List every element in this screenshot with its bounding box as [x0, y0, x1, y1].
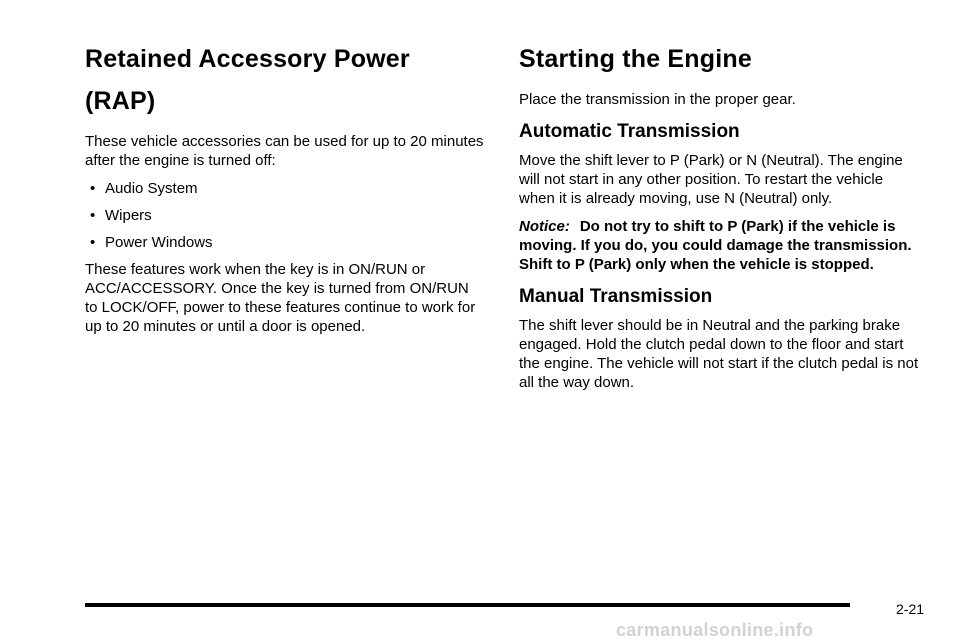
right-column: [519, 38, 919, 401]
rap-intro: These vehicle accessories can be used for up to 20 minutes after the engine is turned off:: [85, 133, 484, 169]
manual-transmission-body: The shift lever should be in Neutral and the parking brake engaged. Hold the clutch pedal down to the floor and start the engine. The vehicle will not start if the clutch pedal is not all the way down.: [519, 317, 919, 391]
list-item: • Wipers: [90, 207, 152, 224]
manual-transmission-heading: Manual Transmission: [519, 286, 713, 307]
list-item: • Power Windows: [90, 234, 213, 251]
starting-engine-intro: Place the transmission in the proper gear.: [519, 91, 796, 108]
rap-heading: Retained Accessory Power (RAP): [85, 45, 410, 115]
bullet-icon: •: [90, 234, 96, 251]
notice-text: Do not try to shift to P (Park) if the vehicle is moving. If you do, you could damage the transmission. Shift to P (Park) only when the vehicle is stopped.: [519, 218, 912, 273]
list-item: • Audio System: [90, 180, 198, 197]
bullet-icon: •: [90, 180, 96, 197]
page-number: 2-21: [896, 601, 925, 617]
automatic-transmission-body: Move the shift lever to P (Park) or N (Neutral). The engine will not start in any other position. To restart the vehicle when it is already moving, use N (Neutral) only.: [519, 152, 903, 207]
notice-label: Notice:: [519, 218, 570, 235]
footer-rule: [85, 603, 850, 607]
left-column: [85, 38, 485, 345]
watermark: carmanualsonline.info: [616, 620, 814, 640]
bullet-icon: •: [90, 207, 96, 224]
automatic-transmission-heading: Automatic Transmission: [519, 121, 740, 142]
rap-body: These features work when the key is in ON/RUN or ACC/ACCESSORY. Once the key is turned from ON/RUN to LOCK/OFF, power to these features continue to work for up to 20 minutes or until a door is opened.: [85, 261, 476, 335]
notice-paragraph: [519, 217, 919, 274]
starting-engine-heading: Starting the Engine: [519, 45, 752, 73]
accessory-list: [85, 179, 485, 252]
